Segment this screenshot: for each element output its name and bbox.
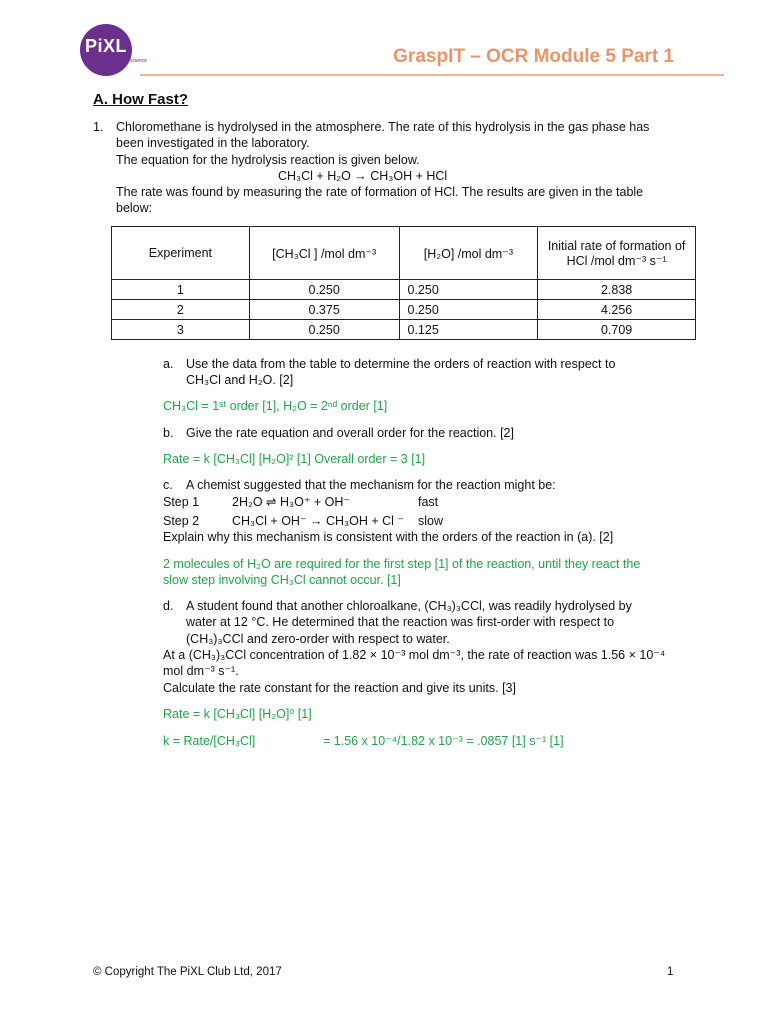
part-d-question-line-2: water at 12 °C. He determined that the reaction was first-order with respect to [186,615,615,629]
page-number: 1 [667,966,674,978]
results-table [111,226,696,340]
pixl-logo [80,24,132,76]
part-d-question-line-3: (CH₃)₃CCl and zero-order with respect to water. [186,632,450,646]
step1-label: Step 1 [163,495,200,509]
table-cell: 0.375 [249,300,399,320]
part-c-question: A chemist suggested that the mechanism for the reaction might be: [186,478,556,492]
step1-speed: fast [418,495,439,509]
header-ch3cl-conc: [CH₃Cl ] /mol dm⁻³ [249,227,399,280]
table-cell: 3 [112,320,250,340]
table-cell: 4.256 [538,300,696,320]
table-header-row [112,227,696,280]
q1-intro-line-3: The equation for the hydrolysis reaction is given below. [116,153,420,167]
part-c-answer-line-2: slow step involving CH₃Cl cannot occur. [1] [163,573,401,587]
part-b-question: Give the rate equation and overall order for the reaction. [2] [186,426,514,440]
table-row [112,300,696,320]
table-cell: 0.709 [538,320,696,340]
hydrolysis-equation: CH₃Cl + H₂O → CH₃OH + HCl [278,169,448,183]
part-a-question-line-1: Use the data from the table to determine the orders of reaction with respect to [186,357,616,371]
step2-label: Step 2 [163,514,200,528]
table-cell: 1 [112,280,250,300]
part-a-question-line-2: CH₃Cl and H₂O. [2] [186,373,294,387]
q1-intro-line-5: below: [116,201,153,215]
q1-intro-line-1: Chloromethane is hydrolysed in the atmosphere. The rate of this hydrolysis in the gas phase has [116,120,650,134]
copyright-footer: © Copyright The PiXL Club Ltd, 2017 [93,966,282,978]
table-cell: 0.250 [249,280,399,300]
part-b-label: b. [163,426,174,440]
header-divider [140,74,724,76]
table-cell: 2.838 [538,280,696,300]
q1-intro-line-2: been investigated in the laboratory. [116,136,310,150]
table-cell: 2 [112,300,250,320]
step2-equation: CH₃Cl + OH⁻ → CH₃OH + Cl ⁻ [232,514,405,528]
part-a-label: a. [163,357,174,371]
part-d-answer-line-2-right: = 1.56 x 10⁻⁴/1.82 x 10⁻³ = .0857 [1] s⁻¹ [1] [323,734,564,748]
table-cell: 0.125 [399,320,538,340]
table-cell: 0.250 [399,300,538,320]
part-d-answer-line-2-left: k = Rate/[CH₃Cl] [163,734,256,748]
step1-equation: 2H₂O ⇌ H₃O⁺ + OH⁻ [232,495,351,509]
document-title: GraspIT – OCR Module 5 Part 1 [393,46,674,67]
part-d-question-line-4: At a (CH₃)₃CCl concentration of 1.82 × 10⁻³ mol dm⁻³, the rate of reaction was 1.56 × 10⁻⁴ [163,648,666,662]
header-experiment: Experiment [112,227,250,280]
part-d-answer-line-1: Rate = k [CH₃Cl] [H₂O]⁰ [1] [163,707,312,721]
q1-intro-line-4: The rate was found by measuring the rate of formation of HCl. The results are given in the table [116,185,644,199]
table-cell: 0.250 [399,280,538,300]
part-d-question-line-1: A student found that another chloroalkane, (CH₃)₃CCl, was readily hydrolysed by [186,599,632,613]
part-c-explain: Explain why this mechanism is consistent with the orders of the reaction in (a). [2] [163,530,614,544]
part-d-question-line-6: Calculate the rate constant for the reaction and give its units. [3] [163,681,516,695]
part-c-label: c. [163,478,173,492]
table-cell: 0.250 [249,320,399,340]
section-title: A. How Fast? [93,91,189,108]
part-a-answer: CH₃Cl = 1ˢᵗ order [1], H₂O = 2ⁿᵈ order [1] [163,399,388,413]
logo-subtext: science [130,58,147,64]
step2-speed: slow [418,514,444,528]
header-initial-rate: Initial rate of formation of HCl /mol dm⁻³ s⁻¹ [538,227,696,280]
part-b-answer: Rate = k [CH₃Cl] [H₂O]² [1] Overall order = 3 [1] [163,452,426,466]
part-c-answer-line-1: 2 molecules of H₂O are required for the first step [1] of the reaction, until they react the [163,557,641,571]
table-row [112,280,696,300]
table-row [112,320,696,340]
header-h2o-conc: [H₂O] /mol dm⁻³ [399,227,538,280]
part-d-label: d. [163,599,174,613]
logo-text: PiXL [84,36,127,56]
question-number: 1. [93,120,104,134]
part-d-question-line-5: mol dm⁻³ s⁻¹. [163,664,239,678]
